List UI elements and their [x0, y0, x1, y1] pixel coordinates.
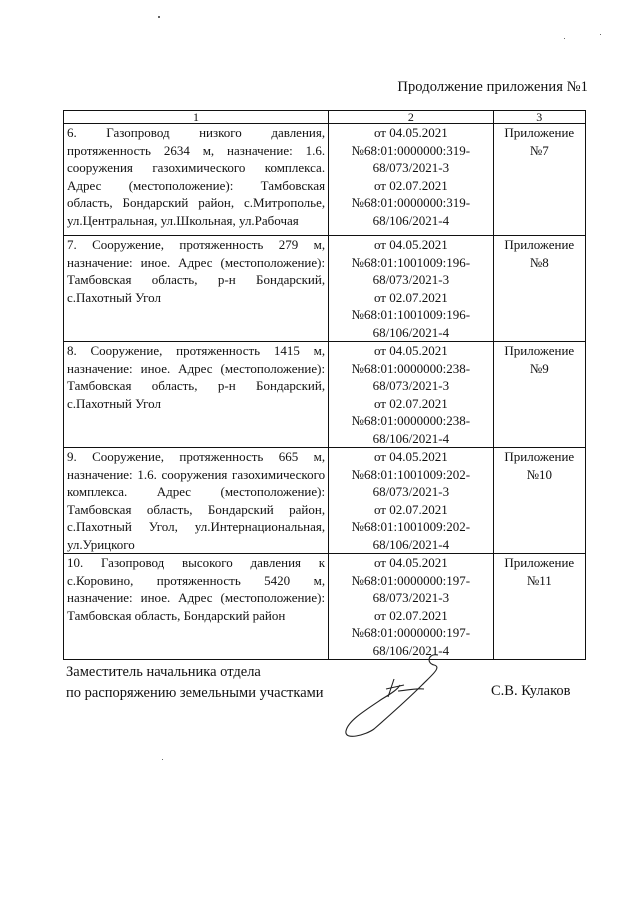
signatory-position: [66, 662, 324, 704]
registration-number-2: №68:01:1001009:196-68/106/2021-4: [351, 307, 471, 340]
registration-cell: [329, 124, 494, 236]
registration-cell: [329, 554, 494, 660]
table-row: [64, 448, 586, 554]
registration-date-2: от 02.07.2021: [373, 289, 448, 305]
column-number-row: [64, 111, 586, 124]
appendix-reference: Приложение №10: [493, 448, 585, 554]
registration-number-2: №68:01:1001009:202-68/106/2021-4: [351, 519, 471, 552]
registration-number-1: №68:01:0000000:197-68/073/2021-3: [351, 572, 471, 605]
registration-number-1: №68:01:0000000:238-68/073/2021-3: [351, 360, 471, 393]
registration-number-2: №68:01:0000000:238-68/106/2021-4: [351, 413, 471, 446]
scan-speck: [158, 16, 160, 18]
table-row: [64, 342, 586, 448]
registration-number-1: №68:01:0000000:319-68/073/2021-3: [351, 142, 471, 175]
continuation-heading: Продолжение приложения №1: [397, 79, 588, 95]
appendix-table: [63, 110, 586, 660]
object-description: 9. Сооружение, протяженность 665 м, назначение: 1.6. сооружения газохимического комплекса. Адрес (местоположение): Тамбовская область, Бондарский район, с.Пахотный Угол, ул.Интернациональная, ул.Урицкого: [64, 448, 329, 554]
registration-date-1: от 04.05.2021: [373, 449, 448, 464]
position-line-2: по распоряжению земельными участками: [66, 685, 324, 701]
table-row: [64, 236, 586, 342]
registration-number-2: №68:01:0000000:197-68/106/2021-4: [351, 625, 471, 658]
appendix-reference: Приложение №9: [493, 342, 585, 448]
scan-speck: [564, 38, 565, 39]
registration-date-2: от 02.07.2021: [373, 501, 448, 517]
registration-cell: [329, 342, 494, 448]
registration-cell: [329, 236, 494, 342]
registration-number-1: №68:01:1001009:202-68/073/2021-3: [351, 466, 471, 499]
object-description: 8. Сооружение, протяженность 1415 м, назначение: иное. Адрес (местоположение): Тамбовская область, р-н Бондарский, с.Пахотный Угол: [64, 342, 329, 448]
registration-date-1: от 04.05.2021: [373, 237, 448, 252]
scan-speck: [162, 759, 163, 760]
object-description: 10. Газопровод высокого давления к с.Коровино, протяженность 5420 м, назначение: иное. Адрес (местоположение): Тамбовская область, Бондарский район: [64, 554, 329, 660]
column-header-1: 1: [64, 111, 329, 124]
registration-date-2: от 02.07.2021: [373, 607, 448, 623]
object-description: 6. Газопровод низкого давления, протяженность 2634 м, назначение: 1.6. сооружения газохимического комплекса. Адрес (местоположение): Тамбовская область, Бондарский район, с.Митрополье, ул.Центральная, ул.Школьная, ул.Рабочая: [64, 124, 329, 236]
table-row: [64, 124, 586, 236]
registration-date-1: от 04.05.2021: [373, 555, 448, 570]
registration-date-2: от 02.07.2021: [373, 395, 448, 411]
signatory-name: С.В. Кулаков: [491, 683, 571, 699]
appendix-reference: Приложение №8: [493, 236, 585, 342]
position-line-1: Заместитель начальника отдела: [66, 664, 261, 680]
object-description: 7. Сооружение, протяженность 279 м, назначение: иное. Адрес (местоположение): Тамбовская область, р-н Бондарский, с.Пахотный Угол: [64, 236, 329, 342]
handwritten-signature: [330, 645, 450, 745]
column-header-3: 3: [493, 111, 585, 124]
registration-date-1: от 04.05.2021: [373, 125, 448, 140]
registration-date-2: от 02.07.2021: [373, 177, 448, 193]
appendix-reference: Приложение №7: [493, 124, 585, 236]
table-row: [64, 554, 586, 660]
registration-cell: [329, 448, 494, 554]
registration-date-1: от 04.05.2021: [373, 343, 448, 358]
scan-speck: [600, 34, 601, 35]
appendix-reference: Приложение №11: [493, 554, 585, 660]
registration-number-1: №68:01:1001009:196-68/073/2021-3: [351, 254, 471, 287]
registration-number-2: №68:01:0000000:319-68/106/2021-4: [351, 195, 471, 228]
column-header-2: 2: [329, 111, 494, 124]
